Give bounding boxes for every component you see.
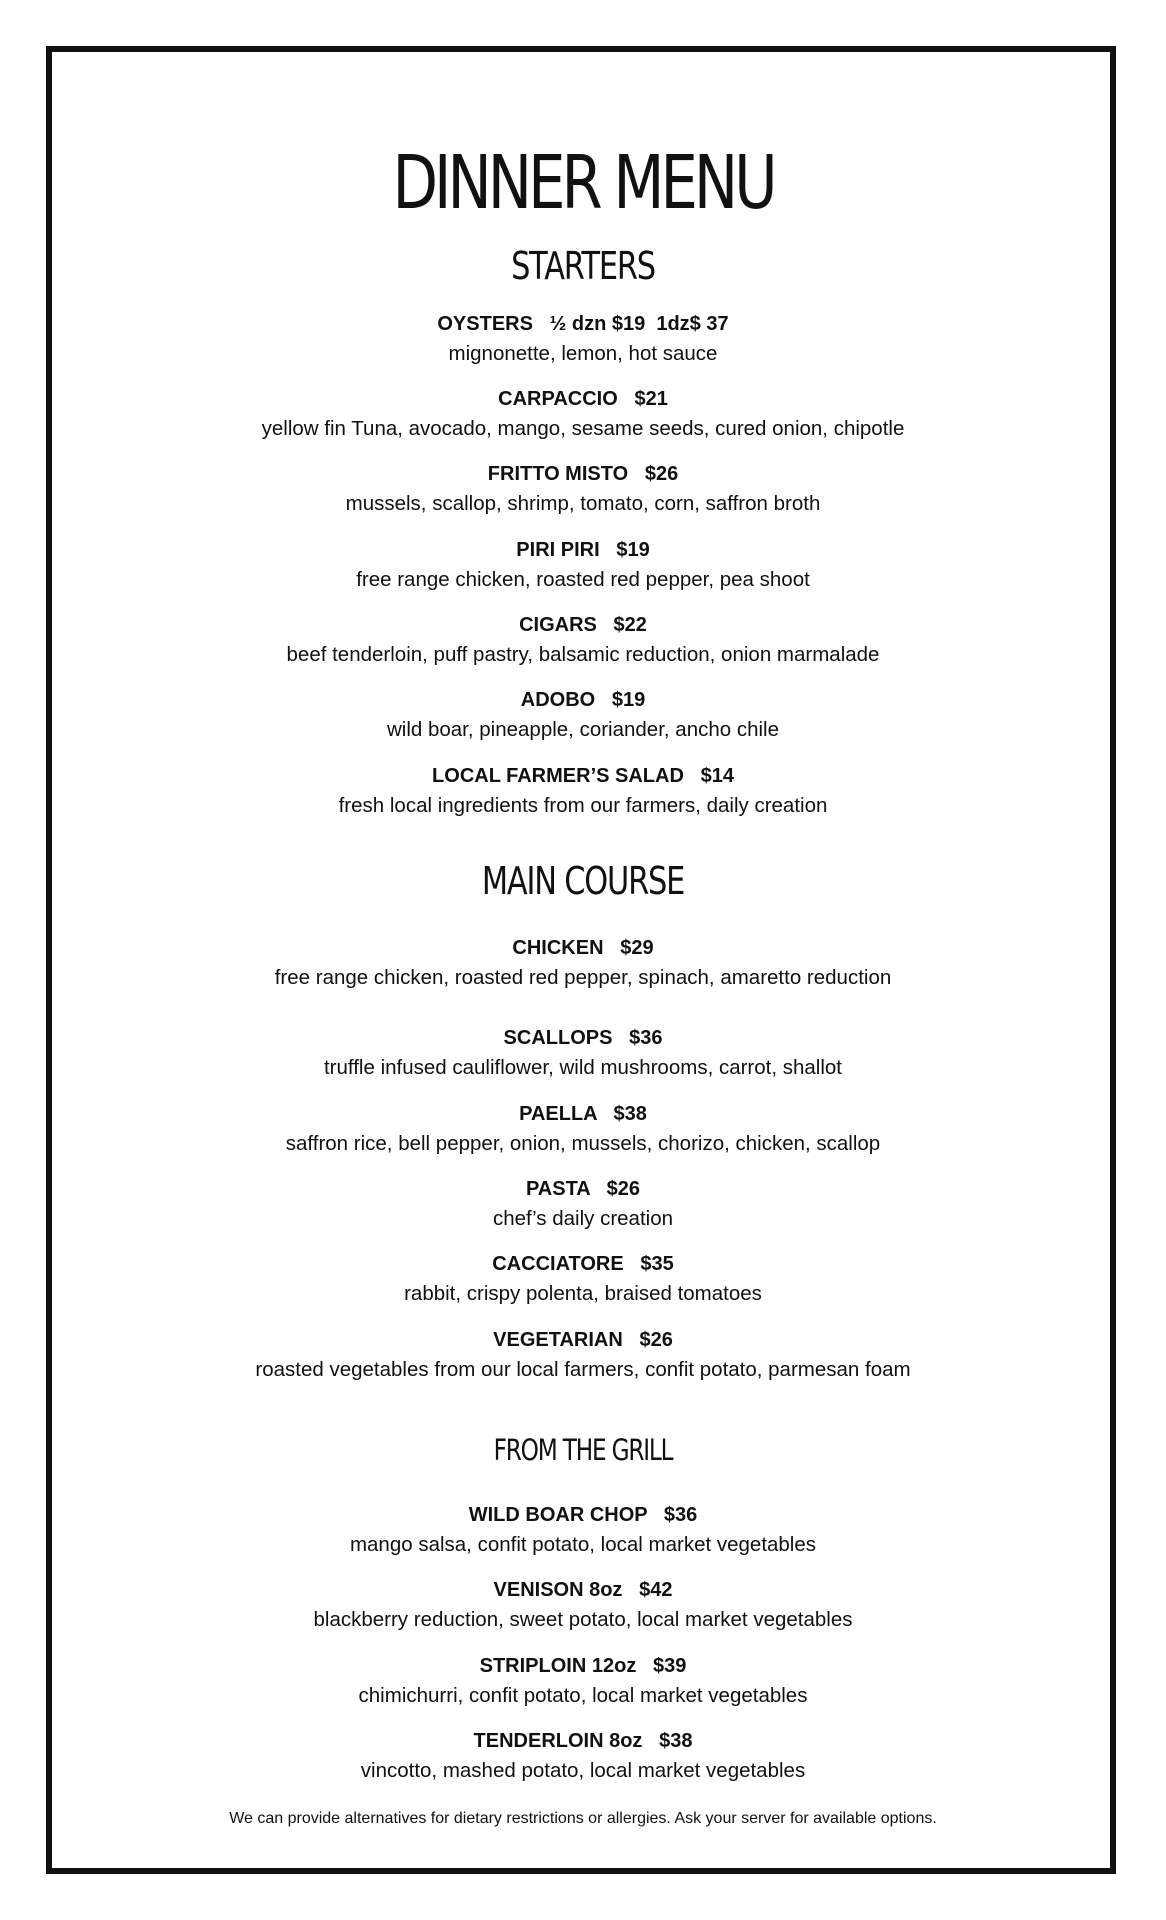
- menu-item-description: mango salsa, confit potato, local market vegetables: [349, 1533, 817, 1556]
- menu-item-name: SCALLOPS $36: [503, 1027, 663, 1049]
- menu-item-description: mussels, scallop, shrimp, tomato, corn, saffron broth: [345, 492, 821, 515]
- menu-item-description: roasted vegetables from our local farmers, confit potato, parmesan foam: [255, 1358, 911, 1381]
- menu-item-name: OYSTERS ½ dzn $19 1dz$ 37: [437, 313, 729, 335]
- menu-item-description: truffle infused cauliflower, wild mushrooms, carrot, shallot: [323, 1056, 843, 1079]
- dietary-note: We can provide alternatives for dietary restrictions or allergies. Ask your server for available options.: [229, 1810, 937, 1827]
- menu-item-name: PIRI PIRI $19: [516, 539, 650, 561]
- menu-item-description: yellow fin Tuna, avocado, mango, sesame seeds, cured onion, chipotle: [261, 417, 905, 440]
- menu-item-name: CACCIATORE $35: [492, 1253, 674, 1275]
- menu-item-description: beef tenderloin, puff pastry, balsamic reduction, onion marmalade: [286, 643, 880, 666]
- menu-item-name: STRIPLOIN 12oz $39: [479, 1655, 687, 1677]
- menu-item-description: chef’s daily creation: [492, 1207, 674, 1230]
- section-heading-starters: STARTERS: [511, 244, 655, 288]
- menu-item-name: VENISON 8oz $42: [493, 1579, 673, 1601]
- menu-item-description: rabbit, crispy polenta, braised tomatoes: [404, 1282, 762, 1305]
- menu-item-name: PASTA $26: [525, 1178, 641, 1200]
- menu-item-name: CIGARS $22: [519, 614, 647, 636]
- menu-item-name: CHICKEN $29: [512, 937, 654, 959]
- menu-item-description: chimichurri, confit potato, local market vegetables: [358, 1684, 808, 1707]
- menu-item-description: saffron rice, bell pepper, onion, mussels, chorizo, chicken, scallop: [285, 1132, 881, 1155]
- menu-item-description: mignonette, lemon, hot sauce: [448, 342, 718, 365]
- menu-item-description: wild boar, pineapple, coriander, ancho chile: [386, 718, 780, 741]
- menu-item-name: TENDERLOIN 8oz $38: [473, 1730, 693, 1752]
- menu-item-name: LOCAL FARMER’S SALAD $14: [432, 765, 734, 787]
- section-heading-from-the-grill: FROM THE GRILL: [493, 1433, 673, 1467]
- menu-item-name: VEGETARIAN $26: [493, 1329, 673, 1351]
- menu-item-description: blackberry reduction, sweet potato, local market vegetables: [313, 1608, 853, 1631]
- menu-item-description: free range chicken, roasted red pepper, pea shoot: [356, 568, 810, 591]
- menu-item-description: vincotto, mashed potato, local market vegetables: [360, 1759, 806, 1782]
- section-heading-main-course: MAIN COURSE: [481, 859, 685, 903]
- menu-item-name: CARPACCIO $21: [498, 388, 668, 410]
- menu-item-name: FRITTO MISTO $26: [487, 463, 679, 485]
- menu-item-name: PAELLA $38: [519, 1103, 647, 1125]
- menu-item-name: ADOBO $19: [520, 689, 646, 711]
- page-title: DINNER MENU: [392, 140, 774, 226]
- menu-item-description: free range chicken, roasted red pepper, spinach, amaretto reduction: [274, 966, 892, 989]
- menu-item-name: WILD BOAR CHOP $36: [468, 1504, 698, 1526]
- menu-item-description: fresh local ingredients from our farmers, daily creation: [338, 794, 828, 817]
